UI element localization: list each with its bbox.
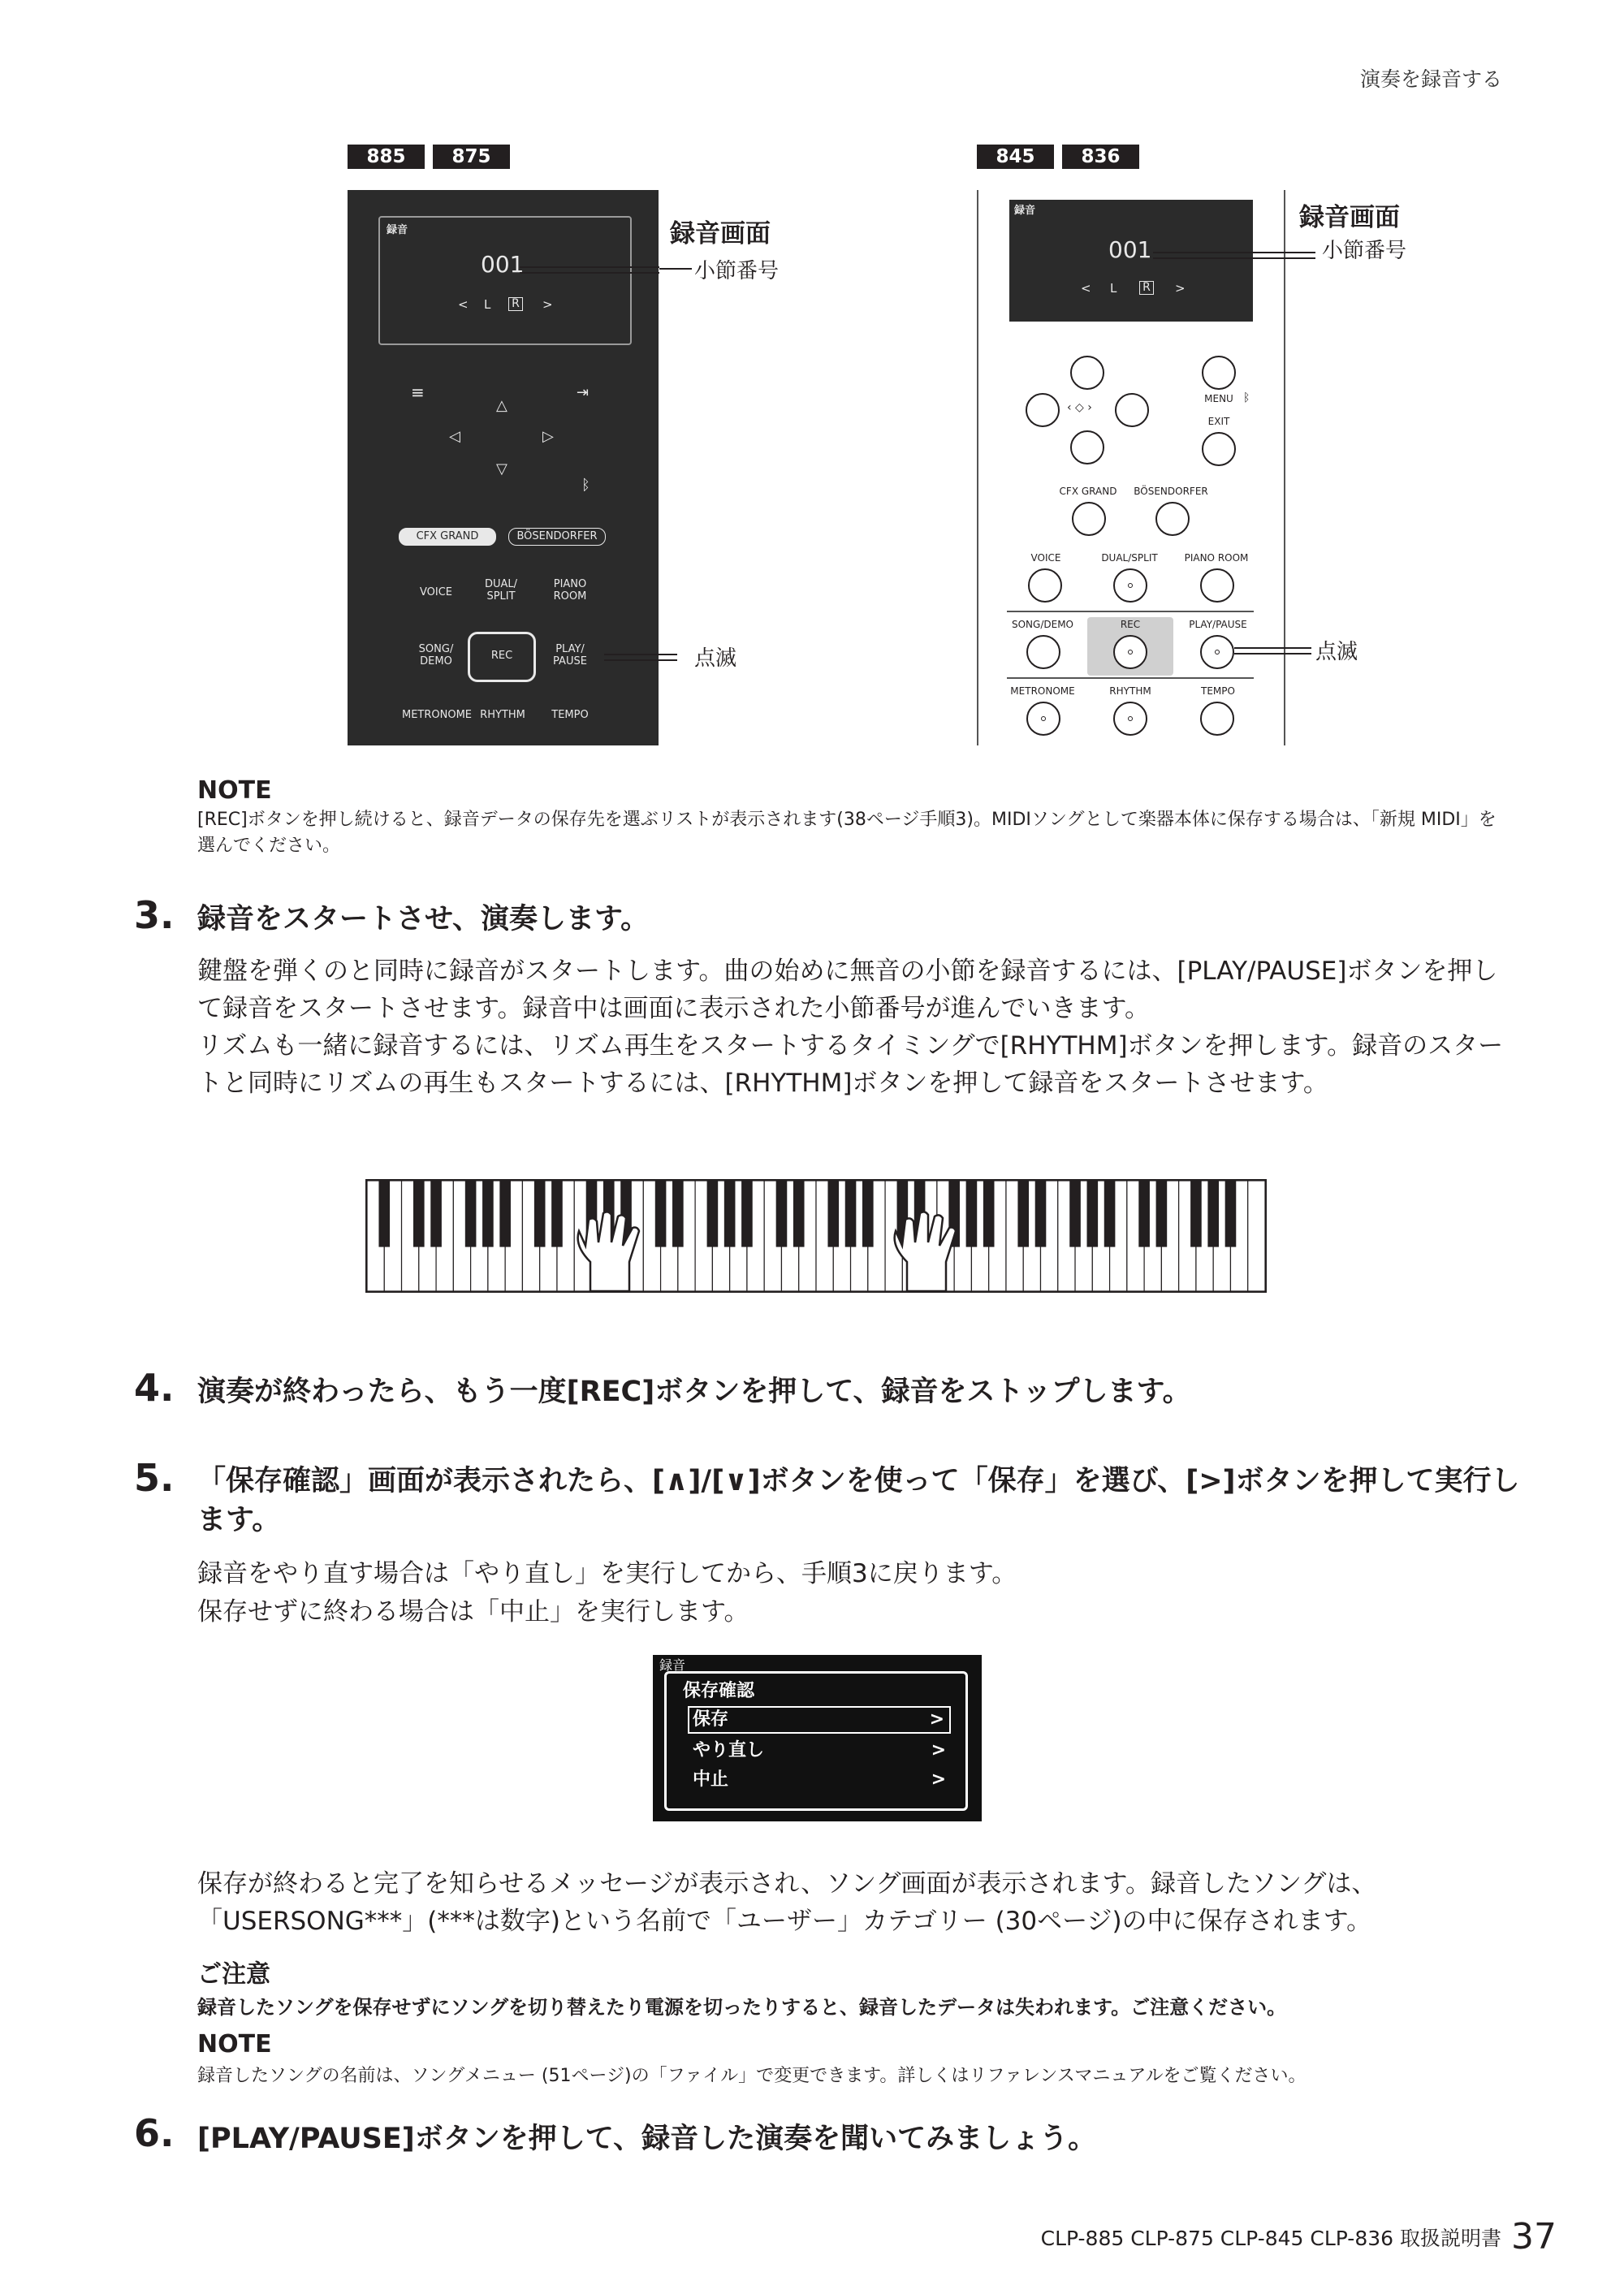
callout-measure-number-a: 小節番号 — [694, 259, 780, 283]
menu-item-save[interactable]: 保存 > — [688, 1706, 951, 1734]
step-title-3: 録音をスタートさせ、演奏します。 — [197, 903, 650, 935]
footer-model-list: CLP-885 CLP-875 CLP-845 CLP-836 取扱説明書 — [1040, 2227, 1501, 2250]
black-key — [793, 1181, 805, 1247]
leader-line-measure-a — [520, 266, 659, 274]
black-key — [499, 1181, 511, 1247]
leader-line-blink-a — [604, 654, 677, 661]
bosendorfer-label: BÖSENDORFER — [1134, 486, 1208, 497]
leader-line-blink-b — [1234, 647, 1311, 655]
model-tag-845: 845 — [977, 145, 1054, 169]
black-key — [1087, 1181, 1099, 1247]
step-number-5: 5. — [134, 1456, 175, 1500]
dual-split-button[interactable] — [1113, 568, 1147, 603]
play-pause-button[interactable] — [1200, 635, 1234, 669]
step-3-paragraph-2: リズムも一緒に録音するには、リズム再生をスタートするタイミングで[RHYTHM]ボタンを押します。録音のスタートと同時にリズムの再生もスタートするには、[RHYTHM]ボタンを押して録音をスタートさせます。 — [197, 1031, 1504, 1098]
r-part-label: R — [1139, 281, 1154, 295]
step-number-6: 6. — [134, 2111, 175, 2155]
dialog-title: 保存確認 — [683, 1681, 755, 1701]
voice-button[interactable]: VOICE — [419, 586, 453, 598]
step-5-paragraph-1: 録音をやり直す場合は「やり直し」を実行してから、手順3に戻ります。 — [197, 1559, 1017, 1588]
menu-label: MENU — [1204, 393, 1233, 404]
callout-blink-b: 点滅 — [1315, 640, 1358, 664]
black-key — [1225, 1181, 1237, 1247]
black-key — [1207, 1181, 1219, 1247]
song-demo-label: SONG/DEMO — [1011, 619, 1073, 630]
cfx-grand-button[interactable]: CFX GRAND — [399, 528, 496, 546]
black-key — [1069, 1181, 1081, 1247]
right-arrow-icon: > — [542, 297, 553, 312]
screen-tab-label: 録音 — [387, 224, 408, 236]
black-key — [741, 1181, 753, 1247]
piano-room-button[interactable]: PIANO ROOM — [553, 578, 587, 603]
save-confirm-screen — [653, 1655, 982, 1821]
step-title-4: 演奏が終わったら、もう一度[REC]ボタンを押して、録音をストップします。 — [197, 1376, 1191, 1408]
black-key — [983, 1181, 995, 1247]
chevron-right-icon: > — [931, 1740, 946, 1760]
callout-measure-number-b: 小節番号 — [1322, 239, 1407, 263]
caution-text: 録音したソングを保存せずにソングを切り替えたり電源を切ったりすると、録音したデータは失われます。ご注意ください。 — [197, 1996, 1287, 2019]
right-button[interactable] — [1115, 393, 1149, 427]
step-number-3: 3. — [134, 893, 175, 937]
panel-b-right-edge — [1284, 190, 1285, 745]
down-button[interactable] — [1070, 430, 1104, 464]
black-key — [827, 1181, 839, 1247]
exit-icon[interactable]: ⇥ — [577, 384, 590, 401]
callout-record-screen-a: 録音画面 — [670, 219, 771, 248]
chevron-right-icon: > — [931, 1769, 946, 1790]
right-nav-icon[interactable]: ▷ — [542, 428, 554, 445]
voice-button[interactable] — [1028, 568, 1062, 603]
rhythm-label: RHYTHM — [1109, 685, 1151, 697]
metronome-button[interactable]: METRONOME — [401, 709, 473, 721]
cfx-grand-button[interactable] — [1072, 502, 1106, 536]
black-key — [672, 1181, 684, 1247]
black-key — [378, 1181, 390, 1247]
page-footer — [1041, 2216, 1557, 2257]
section-title: 演奏を録音する — [1359, 67, 1502, 91]
screen-corner-label: 録音 — [659, 1657, 686, 1673]
measure-number: 001 — [1108, 236, 1152, 263]
exit-button[interactable] — [1202, 432, 1236, 466]
step-3-paragraph-1: 鍵盤を弾くのと同時に録音がスタートします。曲の始めに無音の小節を録音するには、[PLAY/PAUSE]ボタンを押して録音をスタートさせます。録音中は画面に表示された小節番号が進んでいきます。 — [197, 957, 1498, 1023]
step-title-5: 「保存確認」画面が表示されたら、[∧]/[∨]ボタンを使って「保存」を選び、[>]ボタンを押して実行します。 — [197, 1465, 1520, 1536]
black-key — [845, 1181, 857, 1247]
page-number: 37 — [1511, 2216, 1557, 2257]
callout-blink-a: 点滅 — [694, 646, 737, 671]
model-tag-885: 885 — [348, 145, 425, 169]
leader-line-measure-b — [1153, 252, 1315, 259]
black-key — [482, 1181, 494, 1247]
menu-item-redo[interactable]: やり直し > — [688, 1737, 951, 1765]
bluetooth-icon: ᛒ — [581, 477, 590, 494]
metronome-button[interactable] — [1026, 702, 1060, 736]
piano-keys — [367, 1181, 1265, 1291]
keyboard-illustration — [365, 1179, 1267, 1293]
black-key — [1190, 1181, 1202, 1247]
cursor-cluster-icon: ‹ ◇ › — [1067, 401, 1092, 414]
display-screen-b — [1009, 200, 1253, 322]
panel-b-left-edge — [977, 190, 978, 745]
rec-label: REC — [1120, 619, 1141, 630]
black-key — [776, 1181, 788, 1247]
cfx-grand-label: CFX GRAND — [1059, 486, 1117, 497]
black-key — [1156, 1181, 1168, 1247]
black-key — [655, 1181, 667, 1247]
tempo-label: TEMPO — [1201, 685, 1235, 697]
black-key — [413, 1181, 425, 1247]
exit-label: EXIT — [1207, 416, 1230, 427]
note-heading: NOTE — [197, 776, 272, 805]
left-arrow-icon: < — [458, 297, 469, 312]
left-arrow-icon: < — [1081, 281, 1091, 296]
display-screen-a — [378, 216, 632, 345]
up-button[interactable] — [1070, 356, 1104, 390]
bosendorfer-button[interactable] — [1155, 502, 1190, 536]
song-demo-button[interactable]: SONG/ DEMO — [418, 643, 454, 667]
left-nav-icon[interactable]: ◁ — [449, 428, 460, 445]
panel-divider-2 — [1007, 677, 1254, 679]
l-part-label: L — [1110, 281, 1117, 296]
step-5-paragraph-3: 保存が終わると完了を知らせるメッセージが表示され、ソング画面が表示されます。録音したソングは、「USERSONG***」(***は数字)という名前で「ユーザー」カテゴリー (30ページ)の中に保存されます。 — [197, 1869, 1377, 1936]
rhythm-button[interactable]: RHYTHM — [480, 709, 525, 721]
panel-divider-1 — [1007, 611, 1254, 612]
down-arrow-icon[interactable]: ▽ — [496, 460, 508, 477]
callout-record-screen-b: 録音画面 — [1299, 203, 1400, 232]
tempo-button[interactable] — [1200, 702, 1234, 736]
play-pause-button[interactable]: PLAY/ PAUSE — [553, 643, 587, 667]
tempo-button[interactable]: TEMPO — [551, 709, 589, 721]
note-text: 録音したソングの名前は、ソングメニュー (51ページ)の「ファイル」で変更できます。詳しくはリファレンスマニュアルをご覧ください。 — [197, 2066, 1307, 2086]
l-part-label: L — [484, 297, 491, 312]
step-title-6: [PLAY/PAUSE]ボタンを押して、録音した演奏を聞いてみましょう。 — [197, 2123, 1097, 2155]
r-part-label: R — [508, 297, 523, 311]
model-tag-875: 875 — [433, 145, 510, 169]
save-confirm-dialog — [664, 1671, 968, 1811]
menu-item-cancel[interactable]: 中止 > — [688, 1766, 951, 1794]
rec-button[interactable] — [1113, 635, 1147, 669]
caution-heading: ご注意 — [197, 1960, 270, 1989]
play-pause-label: PLAY/PAUSE — [1189, 619, 1247, 630]
black-key — [1104, 1181, 1116, 1247]
black-key — [862, 1181, 874, 1247]
black-key — [465, 1181, 477, 1247]
black-key — [1138, 1181, 1150, 1247]
rhythm-button[interactable] — [1113, 702, 1147, 736]
dual-split-button[interactable]: DUAL/ SPLIT — [484, 578, 518, 603]
left-button[interactable] — [1026, 393, 1060, 427]
white-key — [1248, 1181, 1265, 1291]
menu-button[interactable] — [1202, 356, 1236, 390]
black-key — [1035, 1181, 1047, 1247]
right-arrow-icon: > — [1175, 281, 1186, 296]
black-key — [430, 1181, 442, 1247]
piano-room-button[interactable] — [1200, 568, 1234, 603]
model-tag-836: 836 — [1062, 145, 1139, 169]
black-key — [966, 1181, 978, 1247]
note-text: [REC]ボタンを押し続けると、録音データの保存先を選ぶリストが表示されます(38ページ手順3)。MIDIソングとして楽器本体に保存する場合は、「新規 MIDI」を選んでください。 — [197, 810, 1497, 856]
leader-line-measure-a-ext — [659, 268, 692, 270]
song-demo-button[interactable] — [1026, 635, 1060, 669]
dual-split-label: DUAL/SPLIT — [1101, 552, 1158, 564]
up-arrow-icon[interactable]: △ — [496, 397, 508, 414]
menu-icon[interactable]: ≡ — [411, 382, 425, 402]
black-key — [551, 1181, 563, 1247]
voice-label: VOICE — [1030, 552, 1061, 564]
step-5-paragraph-2: 保存せずに終わる場合は「中止」を実行します。 — [197, 1597, 749, 1627]
black-key — [1017, 1181, 1029, 1247]
chevron-right-icon: > — [929, 1709, 944, 1730]
piano-room-label: PIANO ROOM — [1184, 552, 1249, 564]
screen-tab-label: 録音 — [1014, 205, 1036, 217]
rec-button[interactable]: REC — [490, 650, 513, 662]
bosendorfer-button[interactable]: BÖSENDORFER — [508, 528, 606, 546]
bluetooth-icon: ᛒ — [1243, 391, 1250, 404]
black-key — [534, 1181, 546, 1247]
black-key — [707, 1181, 719, 1247]
black-key — [724, 1181, 736, 1247]
metronome-label: METRONOME — [1010, 685, 1075, 697]
step-number-4: 4. — [134, 1366, 175, 1410]
measure-number: 001 — [481, 251, 525, 278]
note-heading: NOTE — [197, 2030, 272, 2059]
